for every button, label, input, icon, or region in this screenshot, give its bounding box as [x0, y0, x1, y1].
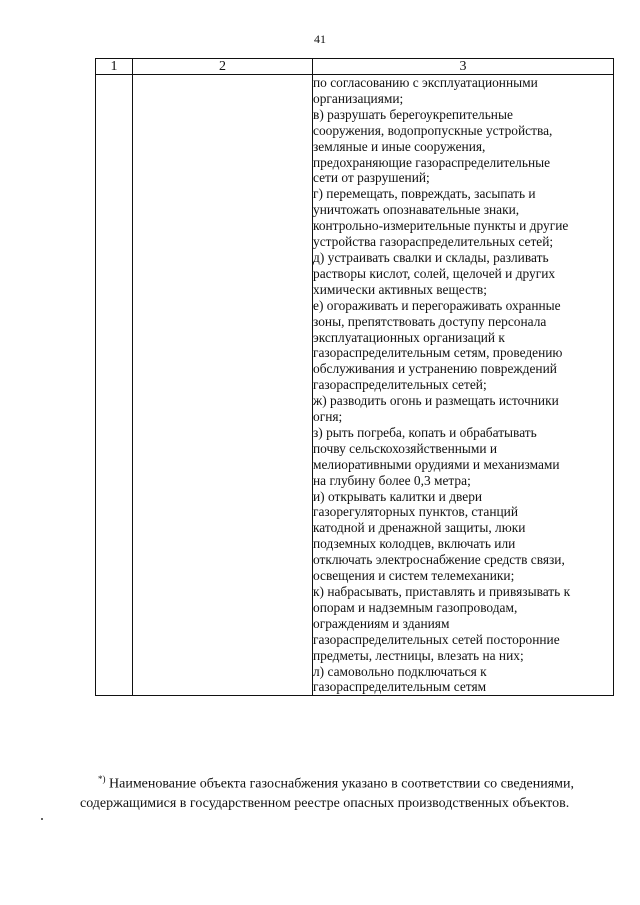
- footnote-text-1: Наименование объекта газоснабжения указано в соответствии со сведениями,: [105, 776, 574, 792]
- text-line: организациями;: [313, 90, 404, 106]
- text-line: отключать электроснабжение средств связи,: [313, 552, 565, 568]
- footnote-line-1: [80, 770, 620, 794]
- text-line: предметы, лестницы, влезать на них;: [313, 647, 524, 663]
- text-line: уничтожать опознавательные знаки,: [313, 202, 520, 218]
- text-line: газораспределительных сетей посторонние: [313, 631, 560, 647]
- column-header-1: 1: [96, 59, 133, 75]
- text-line: сооружения, водопропускные устройства,: [313, 122, 553, 138]
- text-line: на глубину более 0,3 метра;: [313, 472, 471, 488]
- text-line: газораспределительным сетям, проведению: [313, 345, 563, 361]
- text-line: растворы кислот, солей, щелочей и других: [313, 265, 556, 281]
- text-line: ограждениям и зданиям: [313, 615, 450, 631]
- text-line: в) разрушать берегоукрепительные: [313, 106, 513, 122]
- text-line: огня;: [313, 409, 343, 425]
- text-line: зоны, препятствовать доступу персонала: [313, 313, 547, 329]
- text-line: земляные и иные сооружения,: [313, 138, 486, 154]
- document-table: [95, 58, 614, 696]
- text-line: газорегуляторных пунктов, станций: [313, 504, 519, 520]
- text-line: ж) разводить огонь и размещать источники: [313, 393, 559, 409]
- table-row: [96, 75, 614, 696]
- text-line: предохраняющие газораспределительные: [313, 154, 551, 170]
- column-header-2: 2: [133, 59, 313, 75]
- text-line: з) рыть погреба, копать и обрабатывать: [313, 424, 537, 440]
- table-header-row: [96, 59, 614, 75]
- footnote: [80, 770, 620, 813]
- text-line: г) перемещать, повреждать, засыпать и: [313, 186, 536, 202]
- text-line: мелиоративными орудиями и механизмами: [313, 456, 560, 472]
- text-line: эксплуатационных организаций к: [313, 329, 505, 345]
- text-line: и) открывать калитки и двери: [313, 488, 483, 504]
- text-line: контрольно-измерительные пункты и другие: [313, 218, 569, 234]
- text-line: химически активных веществ;: [313, 281, 487, 297]
- cell-column-3: [313, 75, 614, 696]
- text-line: сети от разрушений;: [313, 170, 430, 186]
- text-line: опорам и надземным газопроводам,: [313, 599, 518, 615]
- text-line: подземных колодцев, включать или: [313, 536, 516, 552]
- text-line: освещения и систем телемеханики;: [313, 568, 515, 584]
- footnote-line-2: содержащимися в государственном реестре опасных производственных объектов.: [80, 795, 570, 811]
- text-line: обслуживания и устранению повреждений: [313, 361, 557, 377]
- text-line: к) набрасывать, приставлять и привязывать к: [313, 584, 571, 599]
- text-line: по согласованию с эксплуатационными: [313, 75, 538, 90]
- text-line: газораспределительным сетям: [313, 679, 487, 695]
- cell-column-1: [96, 75, 133, 696]
- text-line: катодной и дренажной защиты, люки: [313, 520, 526, 536]
- text-line: е) огораживать и перегораживать охранные: [313, 297, 561, 313]
- text-line: газораспределительных сетей;: [313, 377, 487, 393]
- column-header-3: 3: [313, 59, 614, 75]
- cell-column-2: [133, 75, 313, 696]
- scan-speck: [41, 818, 43, 820]
- text-line: л) самовольно подключаться к: [313, 663, 487, 679]
- footnote-mark: *): [98, 774, 106, 784]
- text-line: устройства газораспределительных сетей;: [313, 234, 554, 250]
- page-number: 41: [314, 32, 326, 46]
- text-line: д) устраивать свалки и склады, разливать: [313, 249, 549, 265]
- text-line: почву сельскохозяйственными и: [313, 440, 498, 456]
